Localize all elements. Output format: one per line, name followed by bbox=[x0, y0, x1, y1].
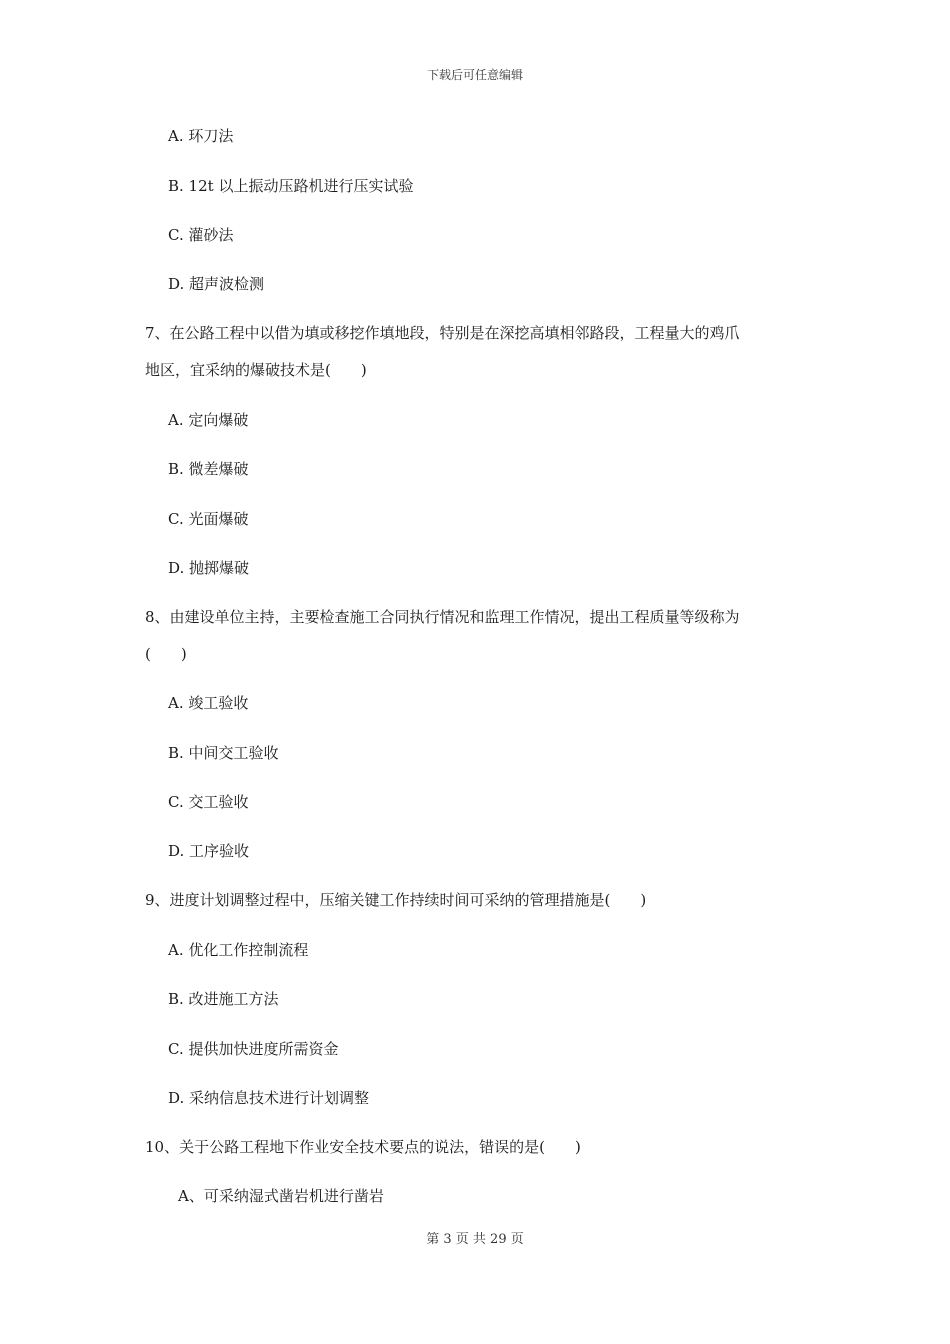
q7-option-c: C. 光面爆破 bbox=[168, 510, 249, 528]
option-c: C. 灌砂法 bbox=[168, 226, 234, 244]
option-a: A. 环刀法 bbox=[168, 127, 234, 145]
q9-option-d: D. 采纳信息技术进行计划调整 bbox=[168, 1089, 370, 1107]
question-8-line-2: ( ) bbox=[145, 645, 187, 663]
question-8-line-1: 8、由建设单位主持，主要检查施工合同执行情况和监理工作情况，提出工程质量等级称为 bbox=[145, 608, 740, 626]
question-9-line-1: 9、进度计划调整过程中，压缩关键工作持续时间可采纳的管理措施是( ) bbox=[145, 891, 647, 909]
q8-option-b: B. 中间交工验收 bbox=[168, 744, 279, 762]
option-b: B. 12t 以上振动压路机进行压实试验 bbox=[168, 177, 414, 195]
q10-option-a: A、可采纳湿式凿岩机进行凿岩 bbox=[178, 1187, 384, 1205]
q8-option-c: C. 交工验收 bbox=[168, 793, 249, 811]
q9-option-b: B. 改进施工方法 bbox=[168, 990, 279, 1008]
q8-option-a: A. 竣工验收 bbox=[168, 694, 249, 712]
question-7-line-2: 地区，宜采纳的爆破技术是( ) bbox=[145, 361, 367, 379]
question-7-line-1: 7、在公路工程中以借为填或移挖作填地段，特别是在深挖高填相邻路段，工程量大的鸡爪 bbox=[145, 324, 740, 342]
q7-option-d: D. 抛掷爆破 bbox=[168, 559, 250, 577]
q7-option-b: B. 微差爆破 bbox=[168, 460, 249, 478]
option-d: D. 超声波检测 bbox=[168, 275, 265, 293]
page-header: 下载后可任意编辑 bbox=[426, 68, 523, 82]
q8-option-d: D. 工序验收 bbox=[168, 842, 250, 860]
q9-option-a: A. 优化工作控制流程 bbox=[168, 941, 309, 959]
q7-option-a: A. 定向爆破 bbox=[168, 411, 249, 429]
q9-option-c: C. 提供加快进度所需资金 bbox=[168, 1040, 339, 1058]
page-footer: 第 3 页 共 29 页 bbox=[426, 1232, 524, 1247]
question-10-line-1: 10、关于公路工程地下作业安全技术要点的说法，错误的是( ) bbox=[145, 1138, 581, 1156]
